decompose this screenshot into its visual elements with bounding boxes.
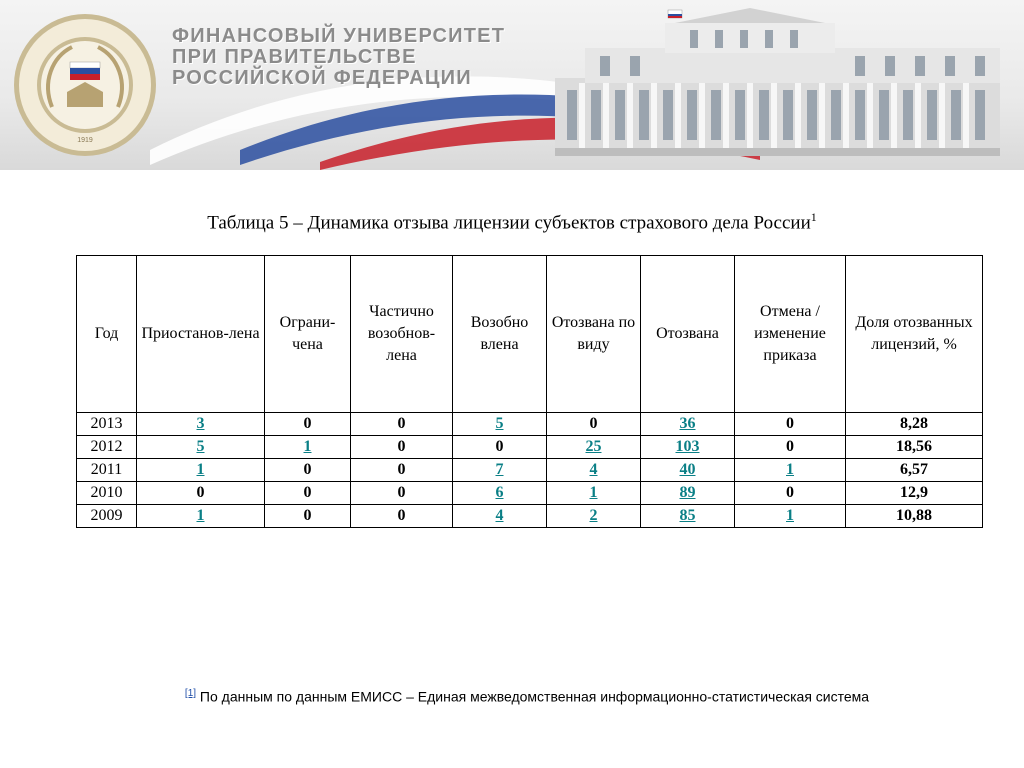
cell-revoked xyxy=(641,413,735,436)
cell-link[interactable]: 6 xyxy=(495,484,504,501)
cell-link[interactable]: 4 xyxy=(589,461,598,478)
cell-revoked-share: 6,57 xyxy=(846,459,983,482)
cell-link[interactable]: 4 xyxy=(495,507,504,524)
cell-link[interactable]: 36 xyxy=(679,415,696,432)
cell-year: 2011 xyxy=(77,459,137,482)
footnote-ref-link[interactable]: [1] xyxy=(184,688,197,699)
cell-revoked xyxy=(641,459,735,482)
university-name xyxy=(172,26,572,89)
logo-year: 1919 xyxy=(77,137,93,144)
license-revocation-table xyxy=(76,255,983,528)
cell-restricted: 0 xyxy=(265,413,351,436)
cell-partially-resumed: 0 xyxy=(351,505,453,528)
table-row xyxy=(77,413,983,436)
cell-year: 2010 xyxy=(77,482,137,505)
header-year: Год xyxy=(77,256,137,413)
header-order-cancel: Отмена / изменение приказа xyxy=(735,256,846,413)
cell-link[interactable]: 25 xyxy=(585,438,602,455)
cell-link[interactable]: 1 xyxy=(196,461,205,478)
university-name-line-3: РОССИЙСКОЙ ФЕДЕРАЦИИ xyxy=(172,67,472,89)
building-illustration xyxy=(555,8,1015,158)
title-footnote-mark: 1 xyxy=(810,210,817,224)
cell-suspended xyxy=(137,436,265,459)
cell-link[interactable]: 1 xyxy=(303,438,312,455)
table-title-text: Таблица 5 – Динамика отзыва лицензии субъектов страхового дела России xyxy=(207,212,811,234)
cell-resumed xyxy=(453,482,547,505)
cell-order-cancel xyxy=(735,505,846,528)
cell-resumed xyxy=(453,505,547,528)
header-resumed: Возобно влена xyxy=(453,256,547,413)
cell-order-cancel: 0 xyxy=(735,413,846,436)
header-revoked-share: Доля отозванных лицензий, % xyxy=(846,256,983,413)
cell-link[interactable]: 5 xyxy=(196,438,205,455)
cell-revoked-by-type xyxy=(547,436,641,459)
table-header-row xyxy=(77,256,983,413)
cell-link[interactable]: 1 xyxy=(589,484,598,501)
cell-link[interactable]: 40 xyxy=(679,461,696,478)
cell-suspended xyxy=(137,505,265,528)
cell-suspended xyxy=(137,413,265,436)
cell-resumed xyxy=(453,413,547,436)
cell-link[interactable]: 1 xyxy=(786,461,794,478)
cell-year: 2013 xyxy=(77,413,137,436)
cell-order-cancel: 0 xyxy=(735,482,846,505)
cell-link[interactable]: 2 xyxy=(589,507,598,524)
cell-partially-resumed: 0 xyxy=(351,436,453,459)
cell-link[interactable]: 85 xyxy=(679,507,696,524)
cell-restricted xyxy=(265,436,351,459)
header-revoked: Отозвана xyxy=(641,256,735,413)
cell-suspended xyxy=(137,459,265,482)
table-row xyxy=(77,505,983,528)
cell-resumed xyxy=(453,459,547,482)
university-logo xyxy=(12,12,158,158)
cell-revoked-by-type xyxy=(547,505,641,528)
cell-revoked xyxy=(641,436,735,459)
cell-revoked-share: 12,9 xyxy=(846,482,983,505)
table-title xyxy=(0,210,1024,234)
header-suspended: Приостанов-лена xyxy=(137,256,265,413)
table-row xyxy=(77,436,983,459)
cell-link[interactable]: 1 xyxy=(786,507,794,524)
table-row xyxy=(77,482,983,505)
cell-revoked-share: 10,88 xyxy=(846,505,983,528)
header-partially-resumed: Частично возобнов-лена xyxy=(351,256,453,413)
cell-restricted: 0 xyxy=(265,482,351,505)
cell-suspended: 0 xyxy=(137,482,265,505)
cell-revoked xyxy=(641,505,735,528)
cell-link[interactable]: 89 xyxy=(679,484,696,501)
cell-link[interactable]: 5 xyxy=(495,415,504,432)
cell-revoked-by-type: 0 xyxy=(547,413,641,436)
university-name-line-1: ФИНАНСОВЫЙ УНИВЕРСИТЕТ xyxy=(172,25,506,47)
header-restricted: Ограни-чена xyxy=(265,256,351,413)
cell-link[interactable]: 103 xyxy=(675,438,700,455)
cell-link[interactable]: 7 xyxy=(495,461,504,478)
header-banner xyxy=(0,0,1024,170)
cell-link[interactable]: 1 xyxy=(196,507,205,524)
cell-revoked xyxy=(641,482,735,505)
cell-restricted: 0 xyxy=(265,459,351,482)
cell-resumed: 0 xyxy=(453,436,547,459)
cell-revoked-share: 18,56 xyxy=(846,436,983,459)
cell-partially-resumed: 0 xyxy=(351,459,453,482)
cell-partially-resumed: 0 xyxy=(351,413,453,436)
footnote xyxy=(0,688,1024,705)
cell-order-cancel: 0 xyxy=(735,436,846,459)
cell-revoked-by-type xyxy=(547,482,641,505)
cell-partially-resumed: 0 xyxy=(351,482,453,505)
university-name-line-2: ПРИ ПРАВИТЕЛЬСТВЕ xyxy=(172,46,417,68)
cell-order-cancel xyxy=(735,459,846,482)
cell-link[interactable]: 3 xyxy=(196,415,205,432)
footnote-text: По данным по данным ЕМИСС – Единая межведомственная информационно-статистическая система xyxy=(196,688,870,705)
cell-year: 2009 xyxy=(77,505,137,528)
cell-revoked-share: 8,28 xyxy=(846,413,983,436)
cell-revoked-by-type xyxy=(547,459,641,482)
header-revoked-by-type: Отозвана по виду xyxy=(547,256,641,413)
cell-restricted: 0 xyxy=(265,505,351,528)
table-row xyxy=(77,459,983,482)
cell-year: 2012 xyxy=(77,436,137,459)
